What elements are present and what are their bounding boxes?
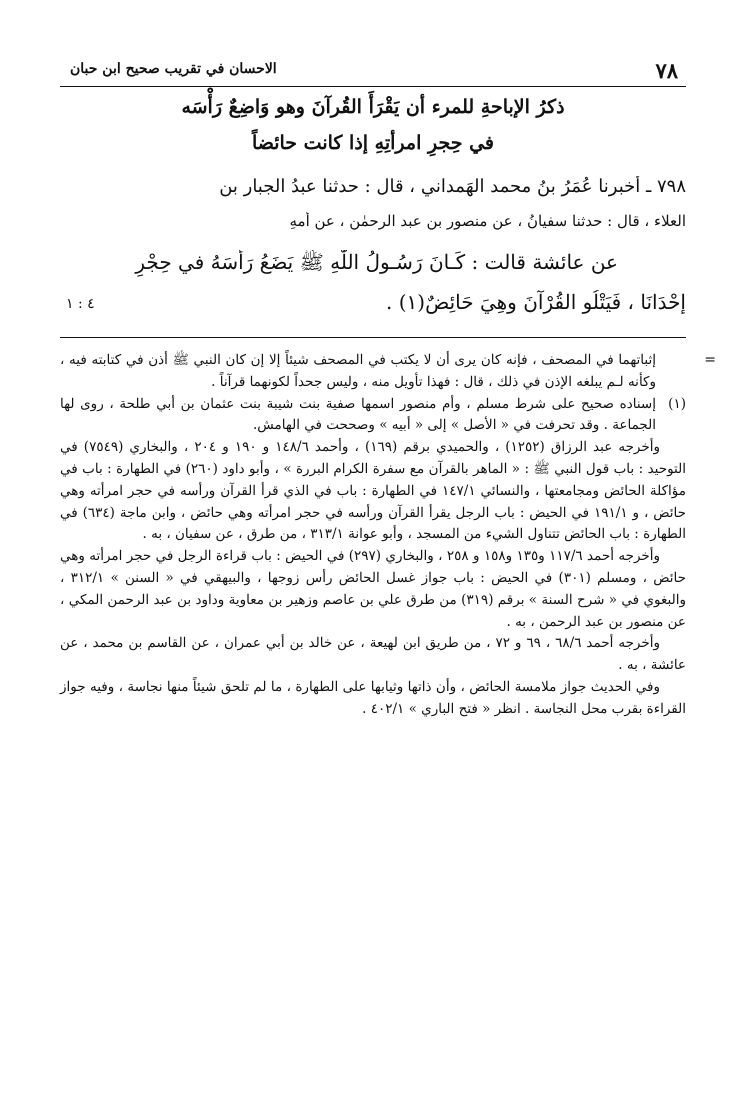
- header-rule: [60, 86, 686, 87]
- footnote-1: [60, 394, 686, 438]
- hadith-line-4: إِحْدَانَا ، فَيَتْلُو القُرْآنَ وهِيَ حَائِضٌ(١) .: [386, 290, 686, 314]
- running-title: الاحسان في تقريب صحيح ابن حبان: [70, 61, 277, 77]
- footnote-continuation-text: إثباتهما في المصحف ، فإنه كان يرى أن لا يكتب في المصحف شيئاً إلا إن كان النبي ﷺ أذن في كتابته فيه ، وكأنه لـم يبلغه الإذن في ذلك ، قال : فهذا تأويل منه ، وليس جحداً لكونهما قرآناً .: [60, 352, 656, 390]
- footnote-1-paragraph-5: وفي الحديث جواز ملامسة الحائض ، وأن ذاتها وثيابها على الطهارة ، ما لم تلحق شيئاً منها نجاسة ، وفيه جواز القراءة بقرب محل النجاسة . انظر « فتح الباري » ٤٠٢/١ .: [60, 678, 686, 717]
- footnote-1-paragraph-3: وأخرجه أحمد ١١٧/٦ و١٣٥ و١٥٨ و ٢٥٨ ، والبخاري (٢٩٧) في الحيض : باب قراءة الرجل في حجر امرأته وهي حائض ، ومسلم (٣٠١) في الحيض : باب جواز غسل الحائض رأس زوجها ، والبيهقي في « السنن » ٣١٢/١ ، والبغوي في « شرح السنة » برقم (٣١٩) من طرق علي بن عاصم وزهير بن معاوية وداود بن عبد الرحمن المكي ، عن منصور بن عبد الرحمن ، به .: [60, 548, 687, 630]
- footnote-continuation: [60, 350, 716, 394]
- footnote-1-marker: (١): [668, 395, 686, 412]
- continuation-marker: =: [704, 352, 716, 368]
- page-header: [60, 56, 686, 84]
- hadith-line-1: ٧٩٨ ـ أخبرنا عُمَرُ بنُ محمد الهَمداني ، قال : حدثنا عبدُ الجبار بن: [219, 176, 686, 197]
- footnote-1-paragraph-4: وأخرجه أحمد ٦٨/٦ ، ٦٩ و ٧٢ ، من طريق ابن لهيعة ، عن خالد بن أبي عمران ، عن القاسم بن محمد ، عن عائشة ، به .: [60, 635, 686, 674]
- footnote-separator: [60, 337, 686, 338]
- footnotes: [60, 350, 716, 721]
- hadith-reference: ٤ : ١: [66, 296, 95, 312]
- page-number: ٧٨: [655, 58, 678, 83]
- footnote-1-paragraph-2: وأخرجه عبد الرزاق (١٢٥٢) ، والحميدي برقم (١٦٩) ، وأحمد ١٤٨/٦ و ١٩٠ و ٢٠٤ ، والبخاري (٧٥٤٩) في التوحيد : باب قول النبي ﷺ : « الماهر بالقرآن مع سفرة الكرام البررة » ، وأبو داود (٢٦٠) في الطهارة : باب في مؤاكلة الحائض ومجامعتها ، والنسائي ١٤٧/١ في الطهارة : باب في الذي قرأ القرآن ورأسه في حجر امرأته وهي حائض ، و ١٩١/١ في الحيض : باب الرجل يقرأ القرآن ورأسه في حجر امرأته وهي حائض ، وابن ماجة (٦٣٤) في الطهارة : باب الحائض تتناول الشيء من المسجد ، وأبو عوانة ٣١٣/١ ، من طرق ، عن سفيان ، به .: [60, 439, 687, 543]
- chapter-heading-line-2: في حِجرِ امرأتِهِ إذا كانت حائضاً: [251, 132, 495, 154]
- footnote-1-paragraph-1: إسناده صحيح على شرط مسلم ، وأم منصور اسمها صفية بنت شيبة بنت عثمان بن أبي طلحة ، روى لها الجماعة . وقد تحرفت في « الأصل » إلى « أبيه » وصححت في الهامش.: [60, 395, 656, 434]
- hadith-line-2: العلاء ، قال : حدثنا سفيانُ ، عن منصور بن عبد الرحمٰن ، عن أمهِ: [289, 212, 686, 230]
- hadith-line-3: عن عائشة قالت : كَـانَ رَسُـولُ اللّٰهِ ﷺ يَضَعُ رَأْسَهُ في حِجْرِ: [135, 250, 618, 274]
- chapter-heading-line-1: ذكرُ الإباحةِ للمرء أن يَقْرَأَ القُرآنَ وهو وَاضِعٌ رَأْسَه: [181, 96, 565, 118]
